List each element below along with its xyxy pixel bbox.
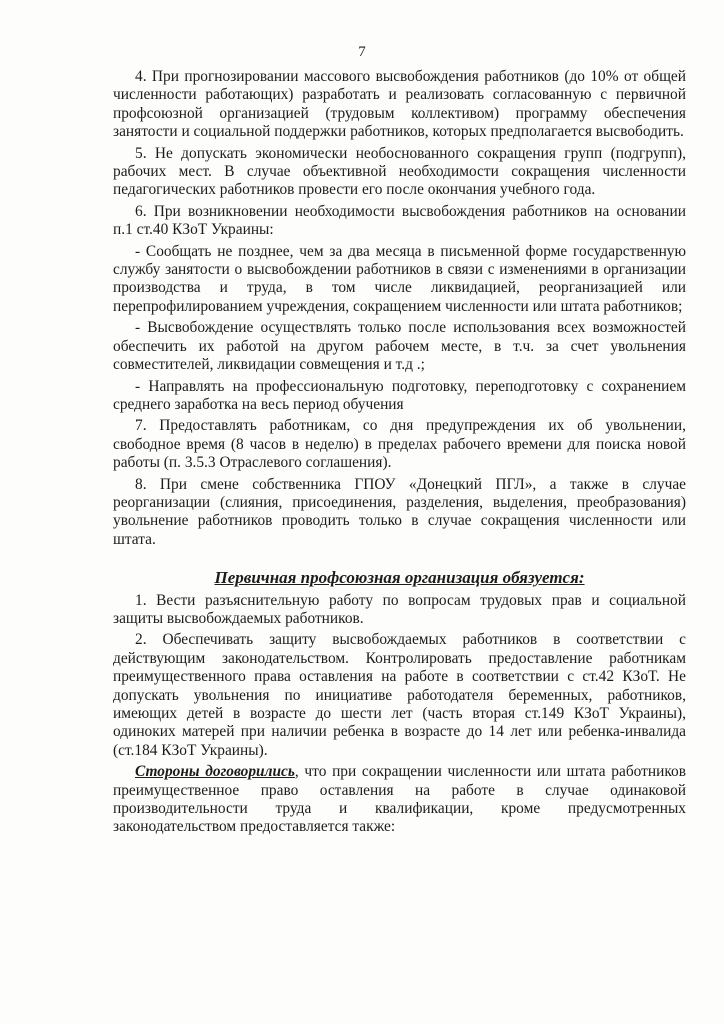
section-heading: Первичная профсоюзная организация обязуется: (214, 568, 585, 588)
final-paragraph-text: , что при сокращении численности или штата работников преимущественное право оставления на работе в случае одинаковой производительности труда и квалификации, кроме предусмотренных законодательством предоставляется также: (113, 763, 687, 836)
page-number: 7 (358, 44, 366, 60)
paragraph-5: 5. Не допускать экономически необоснованного сокращения групп (подгрупп), рабочих мест. В случае объективной необходимости сокращения численности педагогических работников провести его после окончания учебного года. (113, 144, 686, 199)
paragraph-6: 6. При возникновении необходимости высвобождения работников на основании п.1 ст.40 КЗоТ Украины: (113, 202, 686, 239)
list-item-release: - Высвобождение осуществлять только после использования всех возможностей обеспечить их работой на другом рабочем месте, в т.ч. за счет увольнения совместителей, ликвидации совмещения и т.д .; (113, 319, 686, 374)
union-paragraph-2: 2. Обеспечивать защиту высвобождаемых работников в соответствии с действующим законодательством. Контролировать предоставление работникам преимущественного права оставления на работе в соответствии с ст.42 КЗоТ. Не допускать увольнения по инициативе работодателя беременных, работников, имеющих детей в возрасте до шести лет (часть вторая ст.149 КЗоТ Украины), одиноких матерей при наличии ребенка в возрасте до 14 лет или ребенка-инвалида (ст.184 КЗоТ Украины). (113, 631, 686, 759)
document-body (113, 68, 686, 840)
list-item-notify: - Сообщать не позднее, чем за два месяца в письменной форме государственную службу занятости о высвобождении работников в связи с изменениями в организации производства и труда, в том числе ликвидацией, реорганизацией или перепрофилированием учреждения, сокращением численности или штата работников; (113, 242, 686, 315)
final-paragraph-lead: Стороны договорились (135, 763, 295, 781)
paragraph-8: 8. При смене собственника ГПОУ «Донецкий ПГЛ», а также в случае реорганизации (слияния, присоединения, разделения, выделения, преобразования) увольнение работников проводить только в случае сокращения численности или штата. (113, 475, 686, 548)
paragraph-7: 7. Предоставлять работникам, со дня предупреждения их об увольнении, свободное время (8 часов в неделю) в пределах рабочего времени для поиска новой работы (п. 3.5.3 Отраслевого соглашения). (113, 417, 686, 472)
list-item-training: - Направлять на профессиональную подготовку, переподготовку с сохранением среднего заработка на весь период обучения (113, 377, 686, 413)
union-paragraph-1: 1. Вести разъяснительную работу по вопросам трудовых прав и социальной защиты высвобождаемых работников. (113, 591, 686, 627)
final-paragraph (113, 763, 686, 837)
paragraph-4: 4. При прогнозировании массового высвобождения работников (до 10% от общей численности работающих) разработать и реализовать согласованную с первичной профсоюзной организацией (трудовым коллективом) программу обеспечения занятости и социальной поддержки работников, которых предполагается высвободить. (113, 68, 686, 141)
